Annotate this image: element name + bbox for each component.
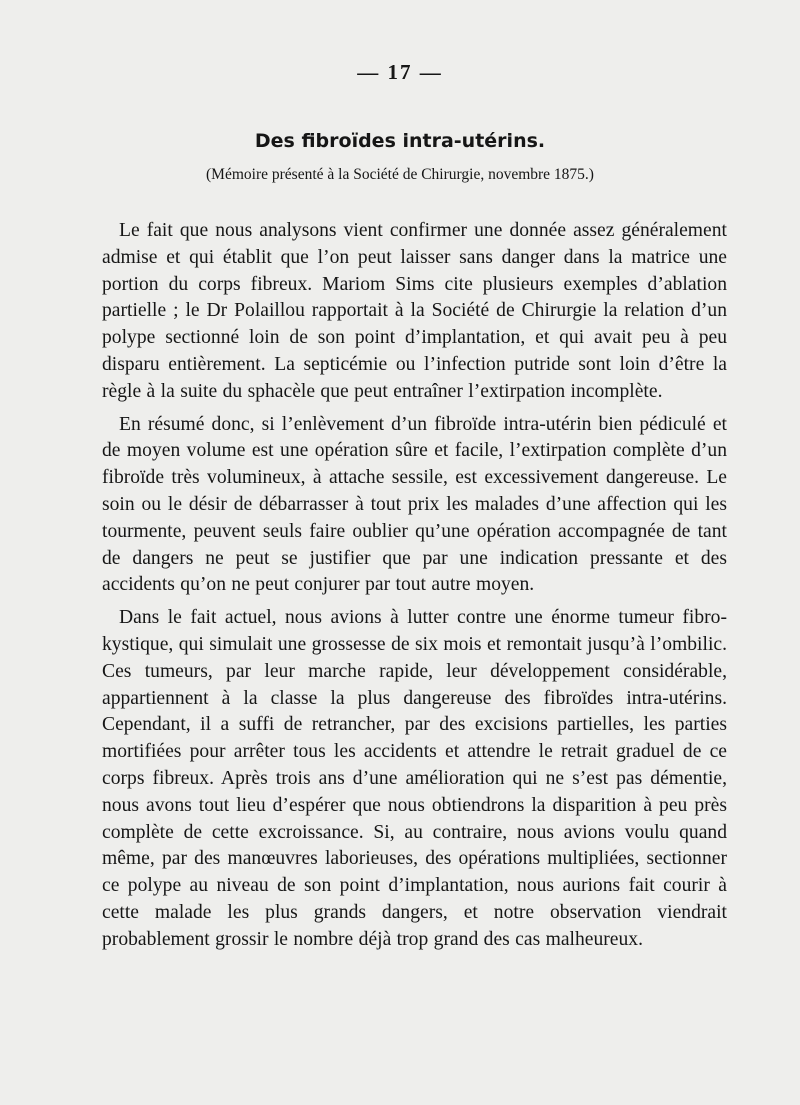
page-number: — 17 — (357, 60, 443, 84)
paragraph-3: Dans le fait actuel, nous avions à lutter contre une énorme tumeur fibro-kystique, qui simulait une grossesse de six mois et remontait jusqu’à l’ombilic. Ces tumeurs, par leur marche rapide, leur développement considérable, appartiennent à la classe la plus dangereuse des fibroïdes intra-utérins. Cependant, il a suffi de retrancher, par des excisions partielles, les parties mortifiées pour arrêter tous les accidents et attendre le retrait graduel de ce corps fibreux. Après trois ans d’une amélioration qui ne s’est pas démentie, nous avons tout lieu d’espérer que nous obtiendrons la disparition à peu près complète de cette excroissance. Si, au contraire, nous avions voulu quand même, par des manœuvres laborieuses, des opérations multipliées, sectionner ce polype au niveau de son point d’implantation, nous aurions fait courir à cette malade les plus grands dangers, et notre observation viendrait probablement grossir le nombre déjà trop grand des cas malheureux. (102, 607, 727, 950)
paragraph-1: Le fait que nous analysons vient confirmer une donnée assez généralement admise et qui établit que l’on peut laisser sans danger dans la matrice une portion du corps fibreux. Mariom Sims cite plusieurs exemples d’ablation partielle ; le Dr Polaillou rapportait à la Société de Chirurgie la relation d’un polype sectionné loin de son point d’implantation, et qui avait peu à peu disparu entièrement. La septicémie ou l’infection putride sont loin d’être la règle à la suite du sphacèle que peut entraîner l’extirpation incomplète. (102, 220, 727, 402)
section-subtitle: (Mémoire présenté à la Société de Chirurgie, novembre 1875.) (206, 166, 594, 183)
section-title: Des fibroïdes intra-utérins. (254, 130, 546, 152)
body-text (102, 218, 727, 960)
paragraph-2: En résumé donc, si l’enlèvement d’un fibroïde intra-utérin bien pédiculé et de moyen volume est une opération sûre et facile, l’extirpation complète d’un fibroïde très volumineux, à attache sessile, est excessivement dangereuse. Le soin ou le désir de débarrasser à tout prix les malades d’une affection qui les tourmente, peuvent seuls faire oublier qu’une opération accompagnée de tant de dangers ne peut se justifier que par une indication pressante et des accidents qu’on ne peut conjurer par tout autre moyen. (102, 413, 727, 596)
